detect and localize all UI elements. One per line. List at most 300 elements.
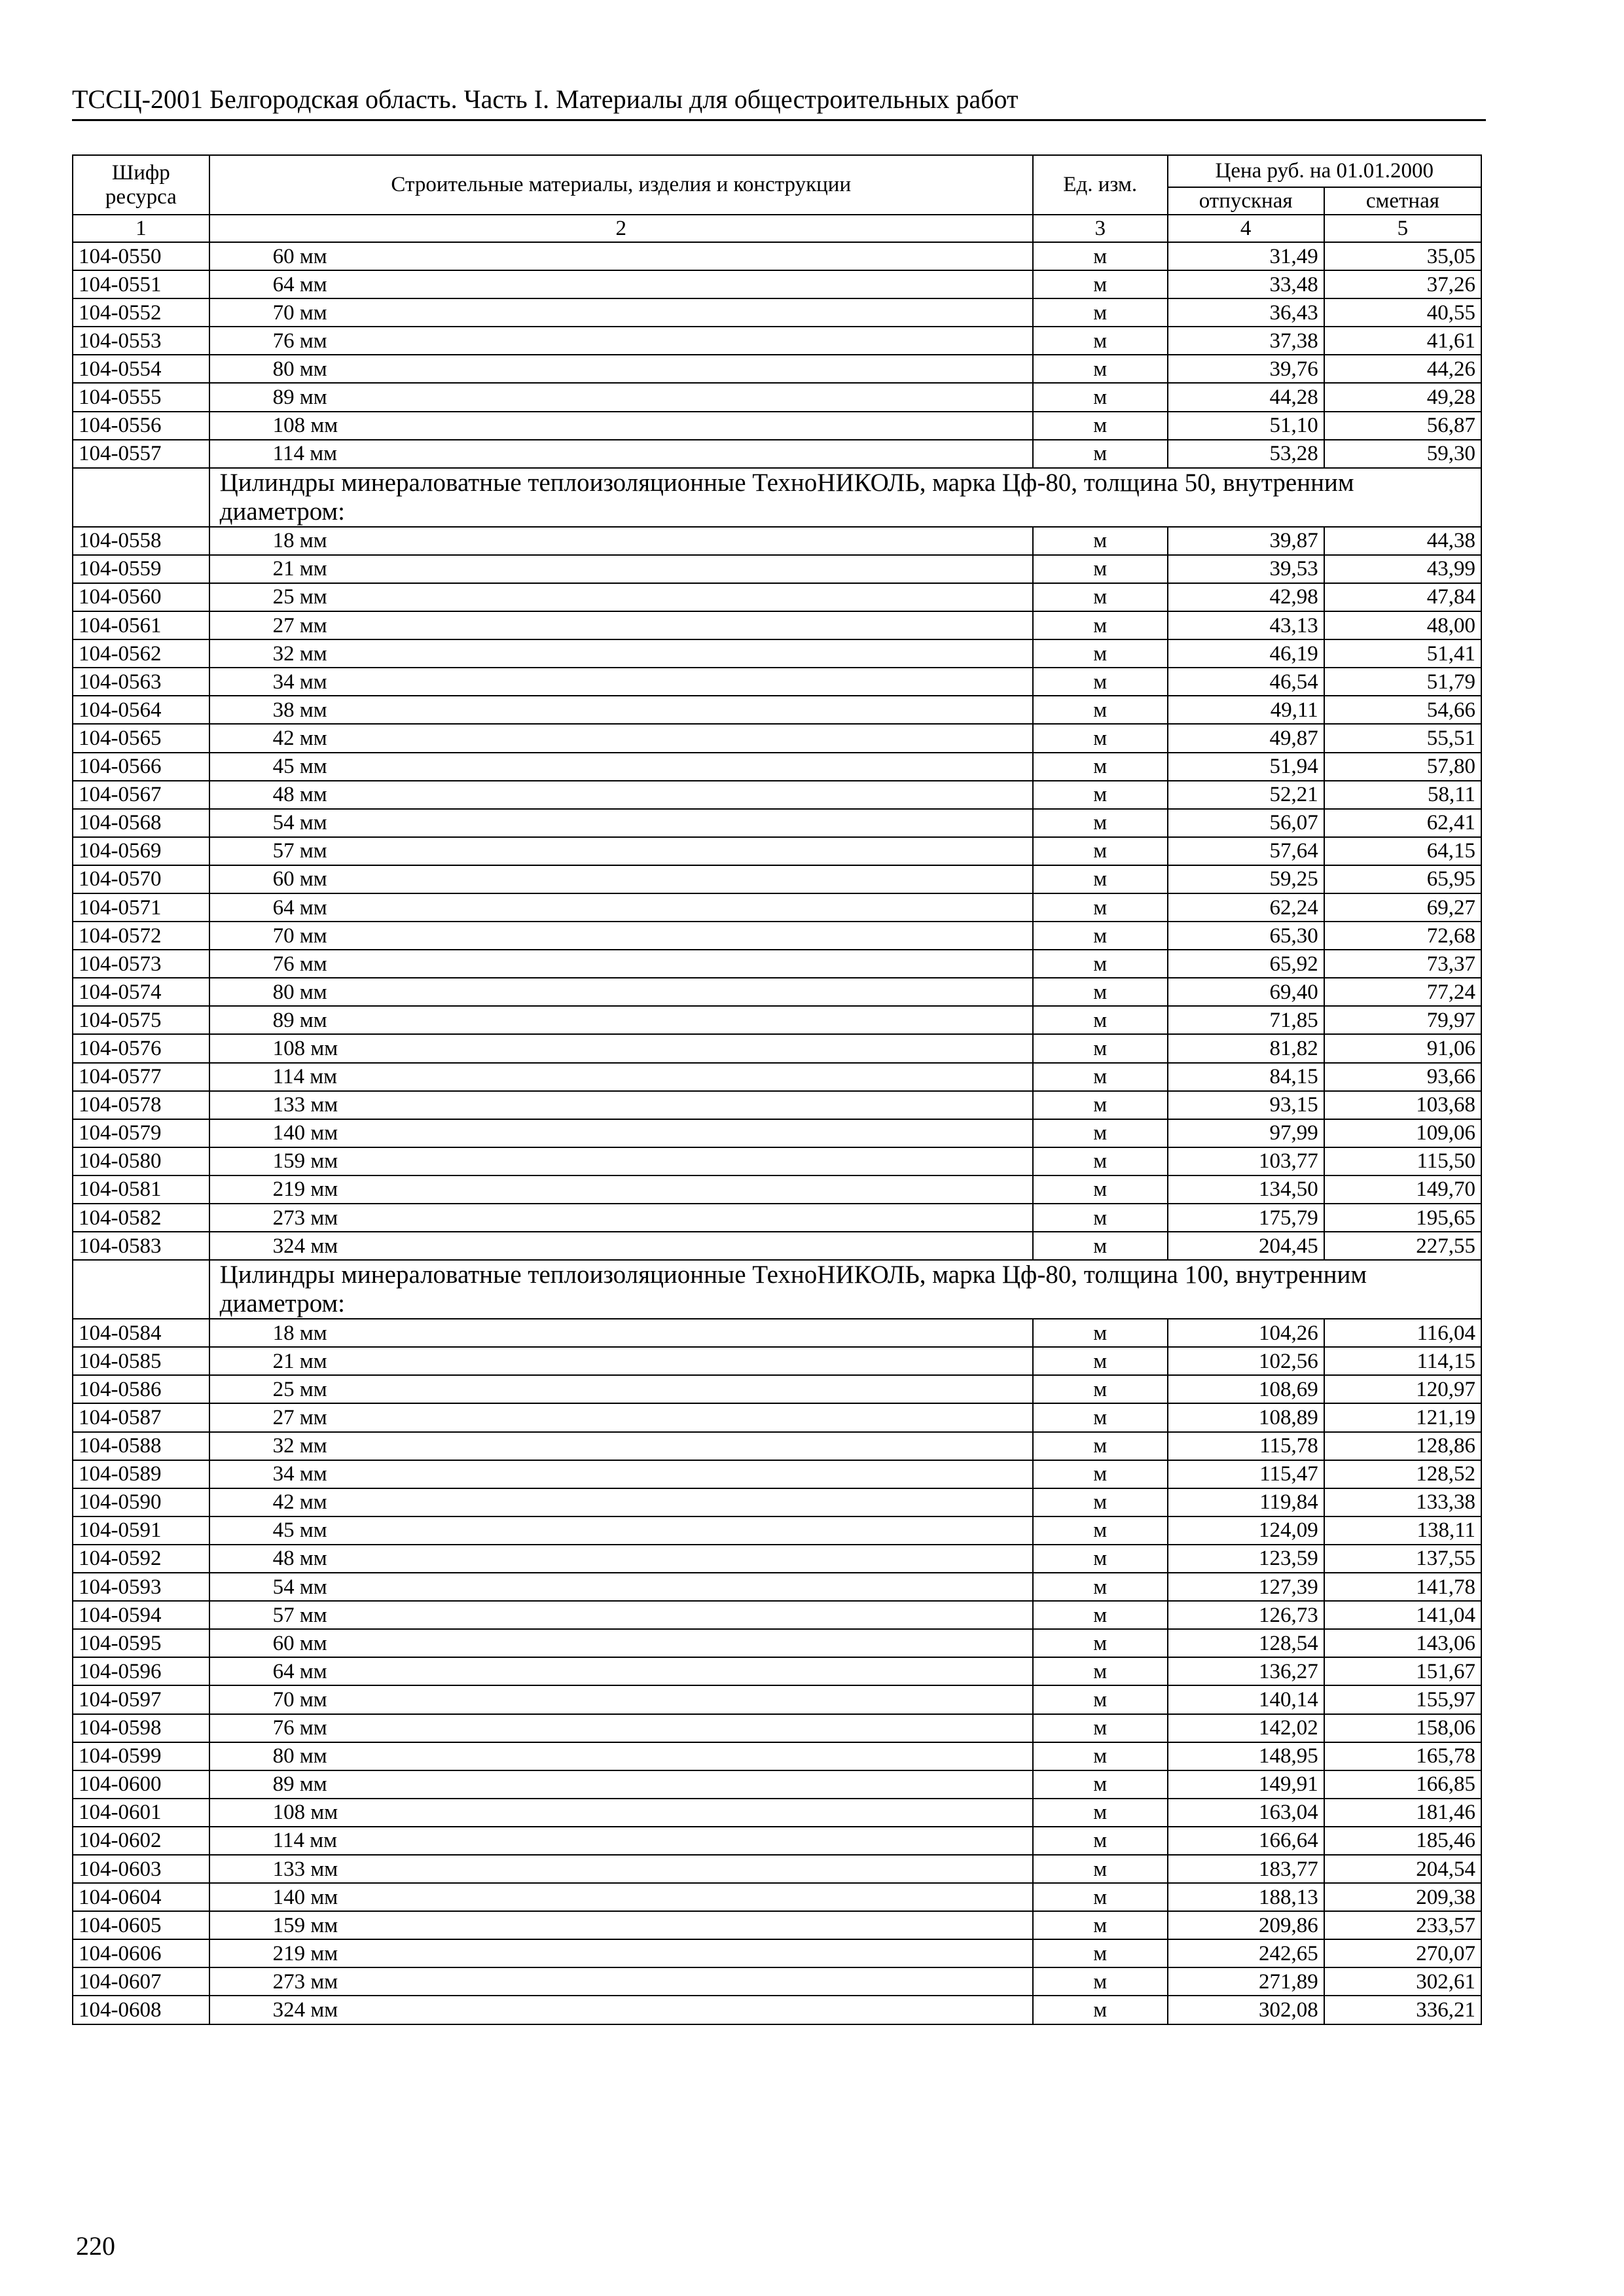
release-price: 62,24: [1168, 893, 1324, 922]
estimate-price: 128,86: [1324, 1432, 1481, 1460]
estimate-price: 56,87: [1324, 412, 1481, 440]
table-row: [73, 1714, 1481, 1742]
estimate-price: 77,24: [1324, 978, 1481, 1006]
resource-code: 104-0599: [73, 1742, 209, 1770]
estimate-price: 57,80: [1324, 753, 1481, 781]
estimate-price: 64,15: [1324, 837, 1481, 865]
unit: м: [1033, 555, 1168, 583]
resource-code: 104-0575: [73, 1006, 209, 1034]
release-price: 127,39: [1168, 1573, 1324, 1601]
material-name: 80 мм: [209, 355, 1033, 383]
unit: м: [1033, 1657, 1168, 1685]
table-row: [73, 327, 1481, 355]
resource-code: 104-0557: [73, 440, 209, 468]
unit: м: [1033, 922, 1168, 950]
column-number: 5: [1324, 215, 1481, 242]
resource-code: 104-0587: [73, 1403, 209, 1431]
release-price: 49,11: [1168, 696, 1324, 724]
estimate-price: 270,07: [1324, 1939, 1481, 1967]
material-name: 80 мм: [209, 1742, 1033, 1770]
column-number: 3: [1033, 215, 1168, 242]
unit: м: [1033, 1883, 1168, 1911]
release-price: 46,54: [1168, 668, 1324, 696]
unit: м: [1033, 1629, 1168, 1657]
table-row: [73, 922, 1481, 950]
table-row: [73, 611, 1481, 639]
estimate-price: 149,70: [1324, 1175, 1481, 1204]
table-row: [73, 242, 1481, 270]
table-row: [73, 1460, 1481, 1488]
resource-code: 104-0576: [73, 1034, 209, 1062]
table-row: [73, 555, 1481, 583]
resource-code: 104-0573: [73, 950, 209, 978]
resource-code: 104-0562: [73, 639, 209, 668]
release-price: 134,50: [1168, 1175, 1324, 1204]
table-row: [73, 724, 1481, 752]
estimate-price: 49,28: [1324, 383, 1481, 411]
material-name: 140 мм: [209, 1883, 1033, 1911]
material-name: 273 мм: [209, 1204, 1033, 1232]
unit: м: [1033, 1204, 1168, 1232]
table-row: [73, 1147, 1481, 1175]
material-name: 76 мм: [209, 950, 1033, 978]
material-name: 76 мм: [209, 327, 1033, 355]
unit: м: [1033, 724, 1168, 752]
header-release-price: отпускная: [1168, 187, 1324, 215]
release-price: 44,28: [1168, 383, 1324, 411]
material-name: 89 мм: [209, 383, 1033, 411]
unit: м: [1033, 1827, 1168, 1855]
unit: м: [1033, 327, 1168, 355]
table-row: [73, 753, 1481, 781]
estimate-price: 44,38: [1324, 527, 1481, 555]
resource-code: 104-0584: [73, 1319, 209, 1347]
release-price: 149,91: [1168, 1770, 1324, 1799]
table-row: [73, 950, 1481, 978]
unit: м: [1033, 1770, 1168, 1799]
resource-code: 104-0553: [73, 327, 209, 355]
estimate-price: 116,04: [1324, 1319, 1481, 1347]
unit: м: [1033, 527, 1168, 555]
group-code-cell: [73, 1260, 209, 1319]
estimate-price: 137,55: [1324, 1545, 1481, 1573]
estimate-price: 65,95: [1324, 865, 1481, 893]
resource-code: 104-0581: [73, 1175, 209, 1204]
resource-code: 104-0569: [73, 837, 209, 865]
estimate-price: 93,66: [1324, 1063, 1481, 1091]
release-price: 119,84: [1168, 1488, 1324, 1516]
unit: м: [1033, 1091, 1168, 1119]
estimate-price: 35,05: [1324, 242, 1481, 270]
estimate-price: 51,41: [1324, 639, 1481, 668]
material-name: 159 мм: [209, 1147, 1033, 1175]
unit: м: [1033, 753, 1168, 781]
estimate-price: 47,84: [1324, 583, 1481, 611]
estimate-price: 151,67: [1324, 1657, 1481, 1685]
material-name: 133 мм: [209, 1855, 1033, 1883]
table-row: [73, 1996, 1481, 2024]
unit: м: [1033, 837, 1168, 865]
resource-code: 104-0590: [73, 1488, 209, 1516]
header-price: Цена руб. на 01.01.2000: [1168, 155, 1482, 187]
release-price: 69,40: [1168, 978, 1324, 1006]
material-name: 76 мм: [209, 1714, 1033, 1742]
resource-code: 104-0600: [73, 1770, 209, 1799]
resource-code: 104-0605: [73, 1911, 209, 1939]
column-number: 4: [1168, 215, 1324, 242]
unit: м: [1033, 440, 1168, 468]
estimate-price: 37,26: [1324, 270, 1481, 298]
material-name: 273 мм: [209, 1967, 1033, 1996]
release-price: 53,28: [1168, 440, 1324, 468]
table-row: [73, 1347, 1481, 1375]
release-price: 126,73: [1168, 1601, 1324, 1629]
resource-code: 104-0591: [73, 1516, 209, 1545]
material-name: 25 мм: [209, 583, 1033, 611]
estimate-price: 40,55: [1324, 298, 1481, 327]
unit: м: [1033, 1967, 1168, 1996]
material-name: 324 мм: [209, 1996, 1033, 2024]
resource-code: 104-0550: [73, 242, 209, 270]
column-number: 2: [209, 215, 1033, 242]
estimate-price: 44,26: [1324, 355, 1481, 383]
estimate-price: 91,06: [1324, 1034, 1481, 1062]
release-price: 97,99: [1168, 1119, 1324, 1147]
estimate-price: 143,06: [1324, 1629, 1481, 1657]
column-number: 1: [73, 215, 209, 242]
table-row: [73, 978, 1481, 1006]
unit: м: [1033, 1147, 1168, 1175]
resource-code: 104-0588: [73, 1432, 209, 1460]
unit: м: [1033, 1119, 1168, 1147]
estimate-price: 141,04: [1324, 1601, 1481, 1629]
estimate-price: 121,19: [1324, 1403, 1481, 1431]
material-name: 108 мм: [209, 1034, 1033, 1062]
material-name: 60 мм: [209, 242, 1033, 270]
unit: м: [1033, 412, 1168, 440]
estimate-price: 48,00: [1324, 611, 1481, 639]
material-name: 324 мм: [209, 1232, 1033, 1260]
resource-code: 104-0603: [73, 1855, 209, 1883]
unit: м: [1033, 1855, 1168, 1883]
resource-code: 104-0595: [73, 1629, 209, 1657]
release-price: 57,64: [1168, 837, 1324, 865]
table-row: [73, 1006, 1481, 1034]
resource-code: 104-0555: [73, 383, 209, 411]
release-price: 115,47: [1168, 1460, 1324, 1488]
resource-code: 104-0580: [73, 1147, 209, 1175]
unit: м: [1033, 270, 1168, 298]
group-heading-row: [73, 468, 1481, 527]
table-row: [73, 1770, 1481, 1799]
material-name: 60 мм: [209, 865, 1033, 893]
estimate-price: 62,41: [1324, 809, 1481, 837]
page-header: ТССЦ-2001 Белгородская область. Часть I. Материалы для общестроительных работ: [72, 84, 1486, 121]
table-body: [73, 242, 1481, 2024]
release-price: 102,56: [1168, 1347, 1324, 1375]
material-name: 219 мм: [209, 1939, 1033, 1967]
estimate-price: 141,78: [1324, 1573, 1481, 1601]
release-price: 140,14: [1168, 1685, 1324, 1713]
unit: м: [1033, 1996, 1168, 2024]
resource-code: 104-0606: [73, 1939, 209, 1967]
table-row: [73, 1175, 1481, 1204]
estimate-price: 69,27: [1324, 893, 1481, 922]
release-price: 148,95: [1168, 1742, 1324, 1770]
estimate-price: 336,21: [1324, 1996, 1481, 2024]
material-name: 108 мм: [209, 1799, 1033, 1827]
table-row: [73, 1091, 1481, 1119]
unit: м: [1033, 1034, 1168, 1062]
release-price: 123,59: [1168, 1545, 1324, 1573]
table-row: [73, 1375, 1481, 1403]
table-row: [73, 1232, 1481, 1260]
table-row: [73, 837, 1481, 865]
table-row: [73, 1629, 1481, 1657]
material-name: 45 мм: [209, 1516, 1033, 1545]
table-row: [73, 1488, 1481, 1516]
estimate-price: 55,51: [1324, 724, 1481, 752]
table-row: [73, 1883, 1481, 1911]
table-row: [73, 440, 1481, 468]
unit: м: [1033, 1375, 1168, 1403]
material-name: 114 мм: [209, 1063, 1033, 1091]
resource-code: 104-0568: [73, 809, 209, 837]
material-name: 38 мм: [209, 696, 1033, 724]
unit: м: [1033, 1319, 1168, 1347]
release-price: 37,38: [1168, 327, 1324, 355]
resource-code: 104-0556: [73, 412, 209, 440]
estimate-price: 165,78: [1324, 1742, 1481, 1770]
release-price: 65,30: [1168, 922, 1324, 950]
material-name: 48 мм: [209, 781, 1033, 809]
release-price: 49,87: [1168, 724, 1324, 752]
release-price: 84,15: [1168, 1063, 1324, 1091]
table-row: [73, 298, 1481, 327]
estimate-price: 138,11: [1324, 1516, 1481, 1545]
resource-code: 104-0565: [73, 724, 209, 752]
table-row: [73, 865, 1481, 893]
release-price: 93,15: [1168, 1091, 1324, 1119]
estimate-price: 43,99: [1324, 555, 1481, 583]
material-name: 42 мм: [209, 724, 1033, 752]
table-row: [73, 1799, 1481, 1827]
unit: м: [1033, 355, 1168, 383]
header-code: Шифр ресурса: [73, 155, 209, 215]
material-name: 34 мм: [209, 1460, 1033, 1488]
header-estimate-price: сметная: [1324, 187, 1481, 215]
material-name: 114 мм: [209, 1827, 1033, 1855]
resource-code: 104-0564: [73, 696, 209, 724]
material-name: 27 мм: [209, 1403, 1033, 1431]
unit: м: [1033, 383, 1168, 411]
material-name: 57 мм: [209, 1601, 1033, 1629]
unit: м: [1033, 865, 1168, 893]
release-price: 33,48: [1168, 270, 1324, 298]
unit: м: [1033, 1063, 1168, 1091]
estimate-price: 158,06: [1324, 1714, 1481, 1742]
material-name: 21 мм: [209, 1347, 1033, 1375]
table-row: [73, 1432, 1481, 1460]
table-row: [73, 1204, 1481, 1232]
table-row: [73, 696, 1481, 724]
release-price: 39,53: [1168, 555, 1324, 583]
group-title: Цилиндры минераловатные теплоизоляционные ТехноНИКОЛЬ, марка Цф-80, толщина 50, внутренним диаметром:: [209, 468, 1481, 527]
unit: м: [1033, 1685, 1168, 1713]
estimate-price: 54,66: [1324, 696, 1481, 724]
material-name: 140 мм: [209, 1119, 1033, 1147]
group-heading-row: [73, 1260, 1481, 1319]
material-name: 57 мм: [209, 837, 1033, 865]
resource-code: 104-0578: [73, 1091, 209, 1119]
release-price: 242,65: [1168, 1939, 1324, 1967]
estimate-price: 227,55: [1324, 1232, 1481, 1260]
material-name: 108 мм: [209, 412, 1033, 440]
release-price: 43,13: [1168, 611, 1324, 639]
estimate-price: 114,15: [1324, 1347, 1481, 1375]
release-price: 104,26: [1168, 1319, 1324, 1347]
resource-code: 104-0608: [73, 1996, 209, 2024]
resource-code: 104-0561: [73, 611, 209, 639]
table-row: [73, 527, 1481, 555]
unit: м: [1033, 1403, 1168, 1431]
resource-code: 104-0583: [73, 1232, 209, 1260]
release-price: 71,85: [1168, 1006, 1324, 1034]
resource-code: 104-0604: [73, 1883, 209, 1911]
table-row: [73, 1827, 1481, 1855]
unit: м: [1033, 1573, 1168, 1601]
estimate-price: 72,68: [1324, 922, 1481, 950]
material-name: 21 мм: [209, 555, 1033, 583]
table-row: [73, 781, 1481, 809]
resource-code: 104-0602: [73, 1827, 209, 1855]
resource-code: 104-0598: [73, 1714, 209, 1742]
release-price: 103,77: [1168, 1147, 1324, 1175]
material-name: 70 мм: [209, 922, 1033, 950]
material-name: 80 мм: [209, 978, 1033, 1006]
material-name: 60 мм: [209, 1629, 1033, 1657]
resource-code: 104-0586: [73, 1375, 209, 1403]
release-price: 51,10: [1168, 412, 1324, 440]
material-name: 89 мм: [209, 1770, 1033, 1799]
release-price: 115,78: [1168, 1432, 1324, 1460]
material-name: 64 мм: [209, 270, 1033, 298]
estimate-price: 103,68: [1324, 1091, 1481, 1119]
unit: м: [1033, 611, 1168, 639]
release-price: 36,43: [1168, 298, 1324, 327]
release-price: 108,89: [1168, 1403, 1324, 1431]
estimate-price: 233,57: [1324, 1911, 1481, 1939]
material-name: 45 мм: [209, 753, 1033, 781]
estimate-price: 51,79: [1324, 668, 1481, 696]
release-price: 46,19: [1168, 639, 1324, 668]
resource-code: 104-0560: [73, 583, 209, 611]
resource-code: 104-0558: [73, 527, 209, 555]
release-price: 51,94: [1168, 753, 1324, 781]
release-price: 183,77: [1168, 1855, 1324, 1883]
table-row: [73, 668, 1481, 696]
table-row: [73, 1319, 1481, 1347]
material-name: 32 мм: [209, 639, 1033, 668]
table-row: [73, 809, 1481, 837]
release-price: 52,21: [1168, 781, 1324, 809]
estimate-price: 109,06: [1324, 1119, 1481, 1147]
material-name: 34 мм: [209, 668, 1033, 696]
unit: м: [1033, 1006, 1168, 1034]
release-price: 42,98: [1168, 583, 1324, 611]
release-price: 136,27: [1168, 1657, 1324, 1685]
resource-code: 104-0570: [73, 865, 209, 893]
unit: м: [1033, 950, 1168, 978]
table-row: [73, 1685, 1481, 1713]
resource-code: 104-0552: [73, 298, 209, 327]
release-price: 163,04: [1168, 1799, 1324, 1827]
resource-code: 104-0596: [73, 1657, 209, 1685]
unit: м: [1033, 1714, 1168, 1742]
estimate-price: 195,65: [1324, 1204, 1481, 1232]
resource-code: 104-0592: [73, 1545, 209, 1573]
material-name: 27 мм: [209, 611, 1033, 639]
material-name: 18 мм: [209, 1319, 1033, 1347]
group-title: Цилиндры минераловатные теплоизоляционные ТехноНИКОЛЬ, марка Цф-80, толщина 100, внутренним диаметром:: [209, 1260, 1481, 1319]
table-row: [73, 583, 1481, 611]
resource-code: 104-0551: [73, 270, 209, 298]
table-row: [73, 1034, 1481, 1062]
material-name: 48 мм: [209, 1545, 1033, 1573]
resource-code: 104-0593: [73, 1573, 209, 1601]
material-name: 219 мм: [209, 1175, 1033, 1204]
resource-code: 104-0577: [73, 1063, 209, 1091]
unit: м: [1033, 978, 1168, 1006]
release-price: 188,13: [1168, 1883, 1324, 1911]
unit: м: [1033, 809, 1168, 837]
table-row: [73, 1657, 1481, 1685]
material-name: 18 мм: [209, 527, 1033, 555]
estimate-price: 128,52: [1324, 1460, 1481, 1488]
resource-code: 104-0601: [73, 1799, 209, 1827]
resource-code: 104-0594: [73, 1601, 209, 1629]
release-price: 59,25: [1168, 865, 1324, 893]
estimate-price: 155,97: [1324, 1685, 1481, 1713]
unit: м: [1033, 1939, 1168, 1967]
release-price: 271,89: [1168, 1967, 1324, 1996]
resource-code: 104-0572: [73, 922, 209, 950]
release-price: 142,02: [1168, 1714, 1324, 1742]
unit: м: [1033, 1799, 1168, 1827]
release-price: 81,82: [1168, 1034, 1324, 1062]
release-price: 175,79: [1168, 1204, 1324, 1232]
material-name: 89 мм: [209, 1006, 1033, 1034]
resource-code: 104-0563: [73, 668, 209, 696]
release-price: 39,76: [1168, 355, 1324, 383]
material-name: 54 мм: [209, 1573, 1033, 1601]
material-name: 70 мм: [209, 298, 1033, 327]
unit: м: [1033, 583, 1168, 611]
estimate-price: 181,46: [1324, 1799, 1481, 1827]
resource-code: 104-0582: [73, 1204, 209, 1232]
unit: м: [1033, 1545, 1168, 1573]
release-price: 128,54: [1168, 1629, 1324, 1657]
estimate-price: 302,61: [1324, 1967, 1481, 1996]
unit: м: [1033, 298, 1168, 327]
table-row: [73, 1573, 1481, 1601]
unit: м: [1033, 639, 1168, 668]
unit: м: [1033, 1911, 1168, 1939]
release-price: 108,69: [1168, 1375, 1324, 1403]
unit: м: [1033, 781, 1168, 809]
resource-code: 104-0579: [73, 1119, 209, 1147]
unit: м: [1033, 696, 1168, 724]
